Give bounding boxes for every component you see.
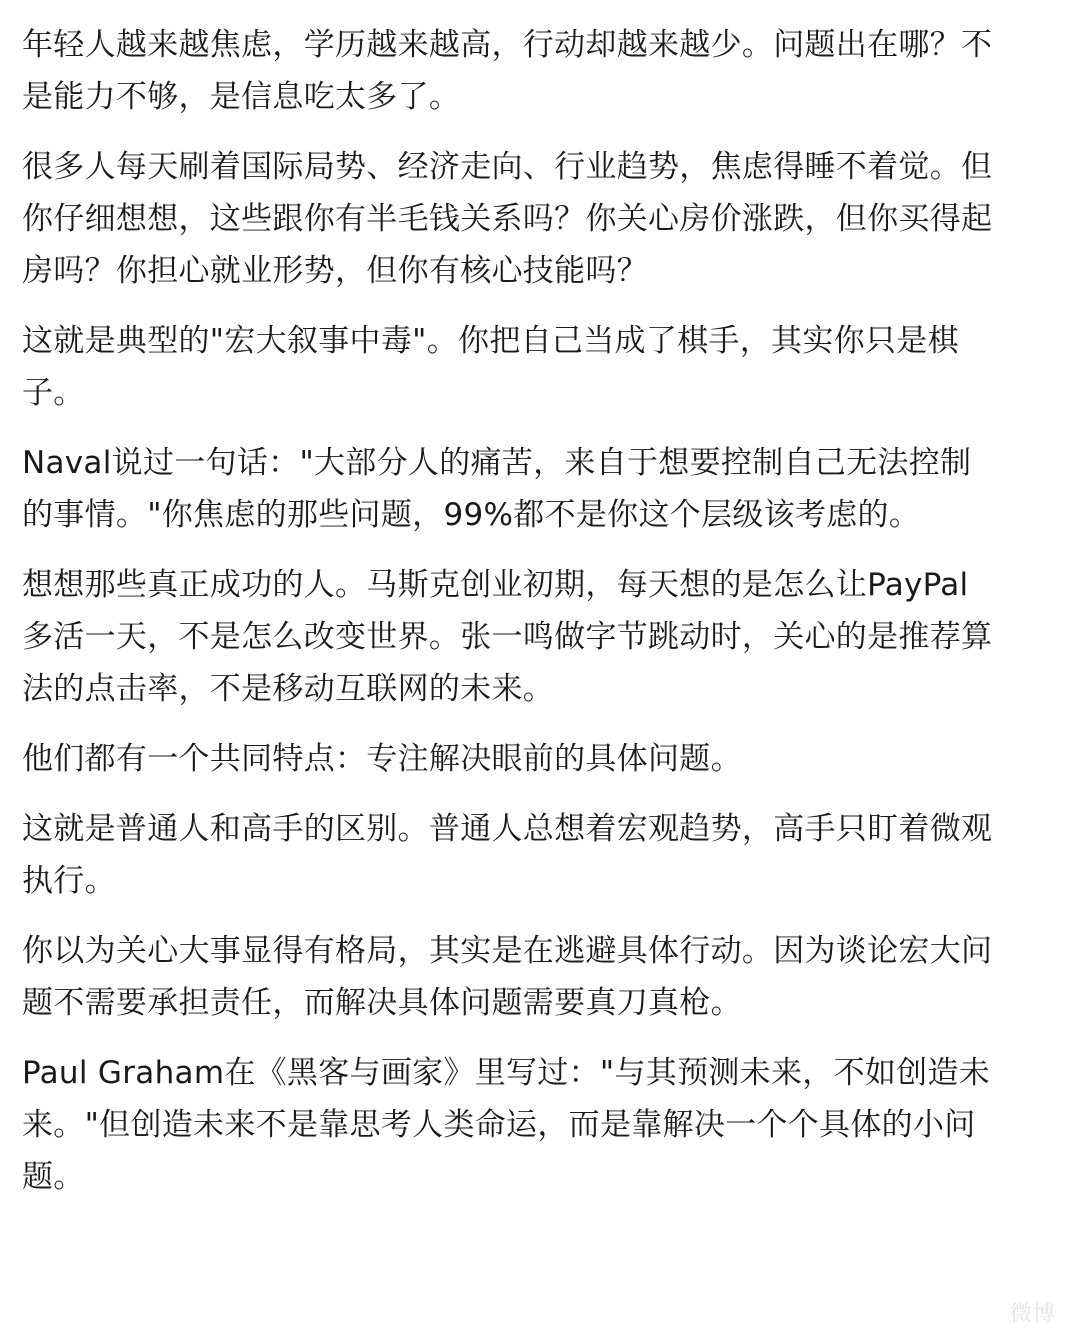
paragraph-6: 他们都有一个共同特点：专注解决眼前的具体问题。	[22, 741, 742, 777]
paragraph-7: 这就是普通人和高手的区别。普通人总想着宏观趋势，高手只盯着微观执行。	[22, 811, 993, 899]
paragraph-4: Naval说过一句话："大部分人的痛苦，来自于想要控制自己无法控制的事情。"你焦虑的那些问题，99%都不是你这个层级该考虑的。	[22, 445, 972, 533]
paragraph-1: 年轻人越来越焦虑，学历越来越高，行动却越来越少。问题出在哪？不是能力不够，是信息吃太多了。	[22, 27, 993, 115]
paragraph-3: 这就是典型的"宏大叙事中毒"。你把自己当成了棋手，其实你只是棋子。	[22, 323, 959, 411]
article-body	[22, 19, 994, 1221]
paragraph-5: 想想那些真正成功的人。马斯克创业初期，每天想的是怎么让PayPal多活一天，不是怎么改变世界。张一鸣做字节跳动时，关心的是推荐算法的点击率，不是移动互联网的未来。	[22, 567, 993, 707]
paragraph-9: Paul Graham在《黑客与画家》里写过："与其预测未来，不如创造未来。"但创造未来不是靠思考人类命运，而是靠解决一个个具体的小问题。	[22, 1055, 991, 1195]
paragraph-8: 你以为关心大事显得有格局，其实是在逃避具体行动。因为谈论宏大问题不需要承担责任，而解决具体问题需要真刀真枪。	[22, 933, 993, 1021]
paragraph-2: 很多人每天刷着国际局势、经济走向、行业趋势，焦虑得睡不着觉。但你仔细想想，这些跟你有半毛钱关系吗？你关心房价涨跌，但你买得起房吗？你担心就业形势，但你有核心技能吗？	[22, 149, 993, 289]
watermark: 微博	[1009, 1302, 1056, 1327]
